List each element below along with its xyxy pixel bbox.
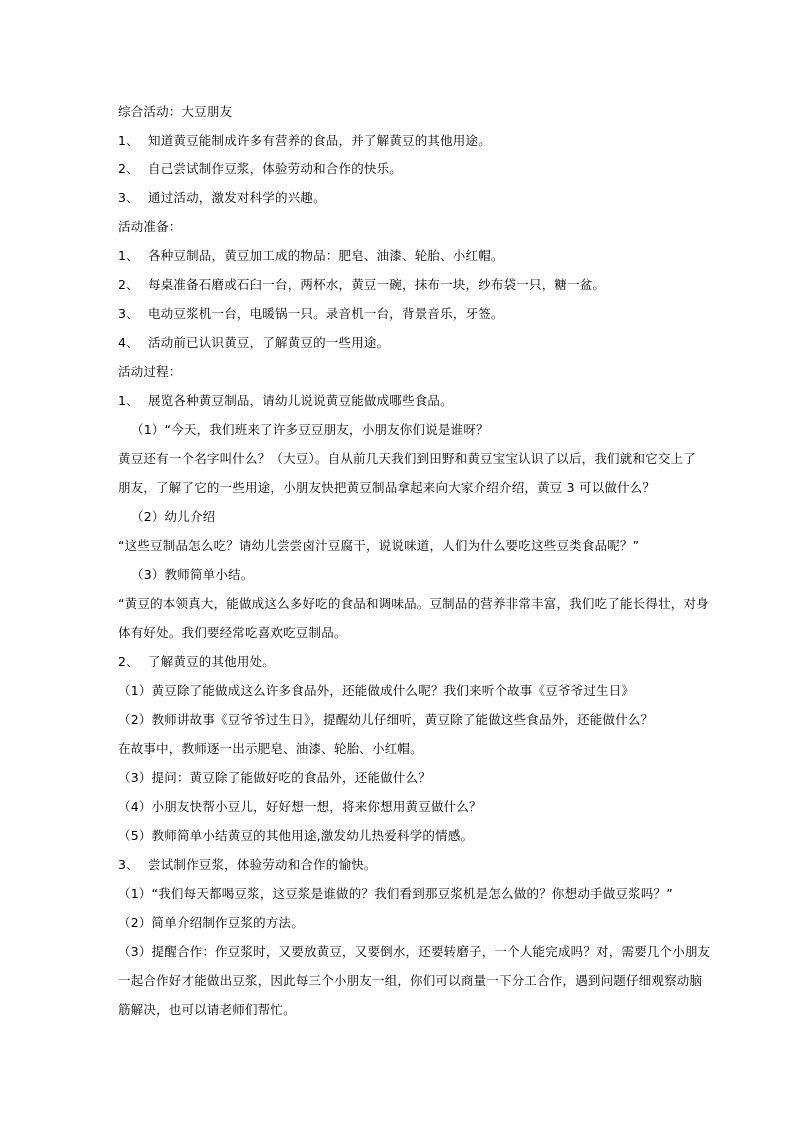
goal-item [118, 189, 678, 207]
goal-number: 3、 [118, 190, 139, 205]
prep-text: 电动豆浆机一台，电暖锅一只。录音机一台，背景音乐，牙签。 [148, 306, 504, 321]
section-heading-prep: 活动准备： [118, 219, 182, 234]
goal-text: 知道黄豆能制成许多有营养的食品，并了解黄豆的其他用途。 [148, 133, 491, 148]
section-heading-process: 活动过程： [118, 364, 182, 379]
document-title: 综合活动：大豆朋友 [118, 104, 233, 119]
step-number: 3、 [118, 857, 139, 872]
step-number: 1、 [118, 393, 139, 408]
paragraph: 在故事中，教师逐一出示肥皂、油漆、轮胎、小红帽。 [118, 741, 423, 756]
paragraph: 筋解决，也可以请老师们帮忙。 [118, 1002, 296, 1017]
goal-number: 1、 [118, 133, 139, 148]
paragraph: “黄豆的本领真大，能做成这么多好吃的食品和调味品。豆制品的营养非常丰富，我们吃了能长得壮，对身 [118, 596, 709, 611]
paragraph: 体有好处。我们要经常吃喜欢吃豆制品。 [118, 625, 347, 640]
paragraph: “这些豆制品怎么吃？请幼儿尝尝卤汁豆腐干，说说味道，人们为什么要吃这些豆类食品呢？” [118, 538, 640, 553]
step-text: 展览各种黄豆制品，请幼儿说说黄豆能做成哪些食品。 [148, 393, 453, 408]
prep-item [118, 247, 678, 265]
paragraph: （3）提醒合作：作豆浆时，又要放黄豆，又要倒水，还要转磨子，一个人能完成吗？对，需要几个小朋友 [118, 944, 711, 959]
paragraph: （2）教师讲故事《豆爷爷过生日》，提醒幼儿仔细听，黄豆除了能做这些食品外，还能做什么？ [118, 712, 654, 727]
paragraph: （3）提问：黄豆除了能做好吃的食品外，还能做什么？ [118, 770, 431, 785]
paragraph: 一起合作好才能做出豆浆，因此每三个小朋友一组，你们可以商量一下分工合作，遇到问题仔细观察动脑 [118, 973, 703, 988]
process-step [118, 653, 678, 671]
prep-item [118, 334, 678, 352]
paragraph: （2）简单介绍制作豆浆的方法。 [118, 915, 304, 930]
goal-text: 自己尝试制作豆浆，体验劳动和合作的快乐。 [148, 161, 403, 176]
goal-item [118, 160, 678, 178]
prep-item [118, 276, 678, 294]
prep-number: 4、 [118, 335, 139, 350]
prep-number: 3、 [118, 306, 139, 321]
process-step [118, 856, 678, 874]
step-text: 了解黄豆的其他用处。 [148, 654, 276, 669]
paragraph: 朋友，了解了它的一些用途，小朋友快把黄豆制品拿起来向大家介绍介绍，黄豆 3 可以做什么？ [118, 480, 656, 495]
prep-text: 各种豆制品，黄豆加工成的物品：肥皂、油漆、轮胎、小红帽。 [148, 248, 504, 263]
paragraph: （4）小朋友快帮小豆儿，好好想一想，将来你想用黄豆做什么？ [118, 799, 482, 814]
paragraph: （1）黄豆除了能做成这么许多食品外，还能做成什么呢？我们来听个故事《豆爷爷过生日》 [118, 683, 635, 698]
step-text: 尝试制作豆浆，体验劳动和合作的愉快。 [148, 857, 377, 872]
paragraph: （1）“今天，我们班来了许多豆豆朋友，小朋友你们说是谁呀？ [131, 422, 489, 437]
prep-number: 1、 [118, 248, 139, 263]
paragraph: （5）教师简单小结黄豆的其他用途,激发幼儿热爱科学的情感。 [118, 828, 474, 843]
prep-text: 活动前已认识黄豆，了解黄豆的一些用途。 [148, 335, 390, 350]
prep-item [118, 305, 678, 323]
paragraph: （2）幼儿介绍 [131, 509, 216, 524]
goal-number: 2、 [118, 161, 139, 176]
prep-number: 2、 [118, 277, 139, 292]
step-number: 2、 [118, 654, 139, 669]
paragraph: 黄豆还有一个名字叫什么？（大豆）。自从前几天我们到田野和黄豆宝宝认识了以后，我们就和它交上了 [118, 451, 696, 466]
goal-text: 通过活动，激发对科学的兴趣。 [148, 190, 326, 205]
paragraph: （1）“我们每天都喝豆浆，这豆浆是谁做的？我们看到那豆浆机是怎么做的？你想动手做豆浆吗？” [118, 886, 673, 901]
goal-item [118, 132, 678, 150]
paragraph: （3）教师简单小结。 [131, 567, 254, 582]
process-step [118, 392, 678, 410]
prep-text: 每桌准备石磨或石臼一台，两杯水，黄豆一碗，抹布一块，纱布袋一只，糖一盆。 [148, 277, 606, 292]
